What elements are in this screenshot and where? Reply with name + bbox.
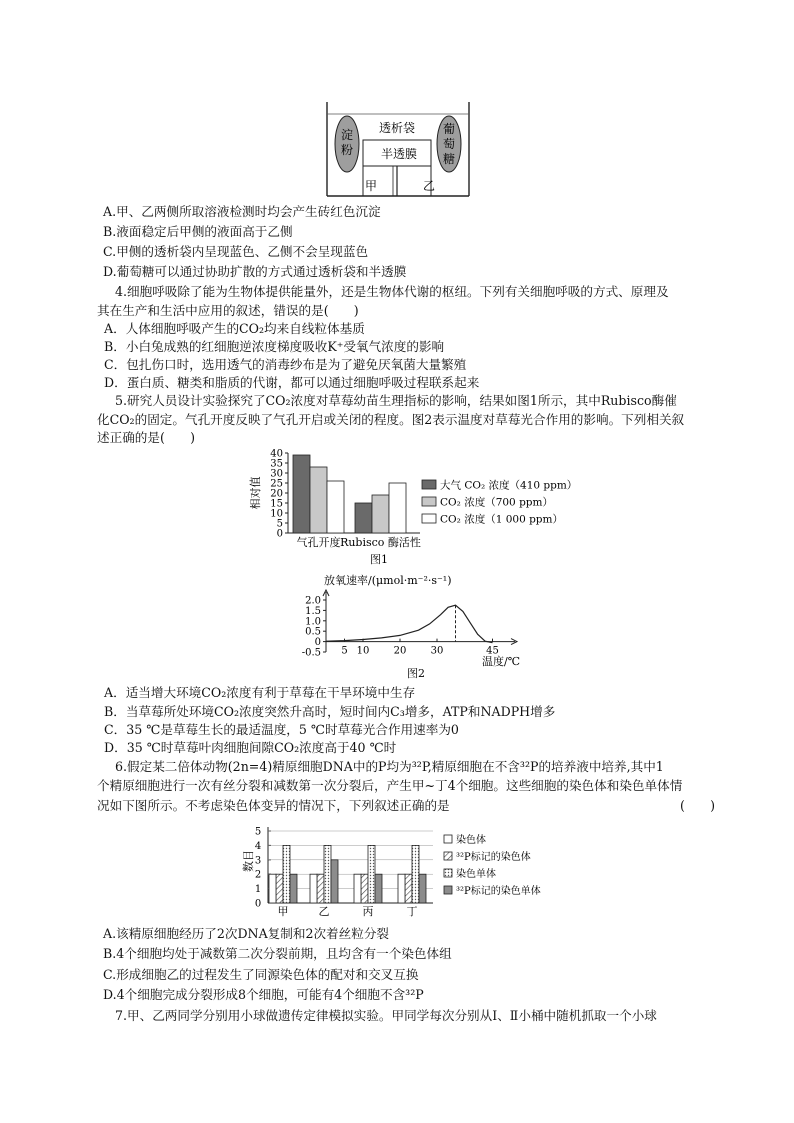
bar	[310, 467, 327, 533]
legend-label: CO₂ 浓度（700 ppm）	[440, 496, 553, 509]
bar	[389, 483, 406, 533]
y-tick-label: 20	[270, 488, 283, 500]
bar	[405, 874, 412, 903]
y-tick-label: 0	[254, 898, 262, 910]
q7-stem-1: 7.甲、乙两同学分别用小球做遗传定律模拟实验。甲同学每次分别从Ⅰ、Ⅱ小桶中随机抓取一个小球	[115, 1008, 657, 1023]
y-tick-label: 30	[270, 468, 283, 480]
bar	[398, 874, 405, 903]
legend-label: 染色单体	[456, 869, 496, 880]
bar	[361, 874, 368, 903]
starch-label-1: 淀	[340, 128, 354, 142]
q3-option-d: D.葡萄糖可以通过协助扩散的方式通过透析袋和半透膜	[103, 264, 407, 279]
q4-stem-1: 4.细胞呼吸除了能为生物体提供能量外，还是生物体代谢的枢纽。下列有关细胞呼吸的方式、原理及	[115, 284, 669, 299]
q3-option-a: A.甲、乙两侧所取溶液检测时均会产生砖红色沉淀	[103, 204, 381, 219]
y-tick-label: 3	[254, 855, 262, 867]
y-tick-label: 5	[254, 826, 262, 838]
bar	[355, 503, 372, 533]
chart-title: 图1	[370, 553, 388, 566]
y-tick-label: 10	[270, 508, 283, 520]
figure-3-chromosome-chart	[242, 823, 576, 919]
membrane-label: 半透膜	[380, 147, 418, 161]
x-axis-label: 温度/℃	[481, 655, 521, 668]
q5-option-c: C．35 ℃是草莓生长的最适温度，5 ℃时草莓光合作用速率为0	[104, 722, 459, 737]
y-tick-label: 5	[276, 518, 283, 530]
bar	[310, 874, 317, 903]
q5-option-a: A．适当增大环境CO₂浓度有利于草莓在干旱环境中生存	[104, 685, 416, 700]
category-label: 气孔开度	[296, 536, 341, 549]
y-tick-label: 1	[254, 884, 262, 896]
legend-swatch	[422, 497, 436, 506]
y-tick-label: 2	[254, 869, 262, 881]
bar	[317, 874, 324, 903]
q5-stem-3: 述正确的是( )	[97, 430, 195, 445]
q6-option-d: D.4个细胞完成分裂形成8个细胞，可能有4个细胞不含³²P	[103, 987, 424, 1002]
bar	[419, 874, 426, 903]
legend-label: 染色体	[456, 835, 486, 846]
q4-stem-2: 其在生产和生活中应用的叙述，错误的是( )	[97, 303, 359, 318]
u-tube-figure	[325, 102, 471, 198]
category-label: 丙	[362, 905, 374, 918]
side-a-label: 甲	[364, 179, 378, 193]
y-axis-label: 放氧速率/(μmol·m⁻²·s⁻¹)	[324, 574, 452, 587]
q5-stem-2: 化CO₂的固定。气孔开度反映了气孔开启或关闭的程度。图2表示温度对草莓光合作用的影响。下列相关叙	[97, 412, 685, 427]
dialysis-bag-label: 透析袋	[378, 121, 416, 135]
q4-option-b: B．小白兔成熟的红细胞逆浓度梯度吸收K⁺受氧气浓度的影响	[104, 339, 445, 354]
q5-stem-1: 5.研究人员设计实验探究了CO₂浓度对草莓幼苗生理指标的影响，结果如图1所示，其中Rubisco酶催	[115, 393, 677, 408]
bar	[276, 874, 283, 903]
q4-option-c: C．包扎伤口时，选用透气的消毒纱布是为了避免厌氧菌大量繁殖	[104, 357, 467, 372]
bar	[269, 874, 276, 903]
bar	[283, 845, 290, 903]
y-tick-label: -0.5	[301, 647, 321, 659]
y-tick-label: 40	[270, 448, 283, 460]
starch-label-2: 粉	[340, 143, 354, 157]
q4-option-a: A．人体细胞呼吸产生的CO₂均来自线粒体基质	[104, 321, 365, 336]
figure-1-bar-chart	[248, 448, 578, 570]
bar	[290, 874, 297, 903]
q5-option-d: D．35 ℃时草莓叶肉细胞间隙CO₂浓度高于40 ℃时	[104, 740, 397, 755]
side-b-label: 乙	[422, 179, 436, 193]
y-axis-label: 数目	[242, 850, 255, 872]
category-label: 丁	[406, 905, 418, 918]
y-axis-label: 相对值	[249, 476, 262, 510]
bar	[372, 495, 389, 533]
q3-option-b: B.液面稳定后甲侧的液面高于乙侧	[103, 224, 293, 239]
bar	[412, 845, 419, 903]
q5-option-b: B．当草莓所处环境CO₂浓度突然升高时，短时间内C₃增多，ATP和NADPH增多	[104, 704, 556, 719]
y-tick-label: 2.0	[305, 595, 321, 607]
legend-swatch	[444, 869, 452, 877]
legend-swatch	[422, 514, 436, 523]
category-label: 甲	[277, 905, 289, 918]
bar	[354, 874, 361, 903]
category-label: Rubisco 酶活性	[340, 536, 421, 549]
bar	[375, 874, 382, 903]
q6-stem-3: 况如下图所示。不考虑染色体变异的情况下，下列叙述正确的是	[97, 798, 450, 813]
y-tick-label: 4	[254, 840, 262, 852]
glucose-label-3: 糖	[442, 152, 456, 166]
q6-option-c: C.形成细胞乙的过程发生了同源染色体的配对和交叉互换	[103, 967, 419, 982]
q6-stem-2: 个精原细胞进行一次有丝分裂和减数第一次分裂后，产生甲~丁4个细胞。这些细胞的染色体和染色单体情	[97, 778, 683, 793]
x-tick-label: 30	[430, 645, 444, 657]
chart-title: 图2	[407, 667, 425, 680]
legend-swatch	[444, 835, 452, 843]
y-tick-label: 0.5	[305, 626, 321, 638]
y-tick-label: 25	[270, 478, 283, 490]
q3-option-c: C.甲侧的透析袋内呈现蓝色、乙侧不会呈现蓝色	[103, 244, 369, 259]
legend-swatch	[422, 480, 436, 489]
y-tick-label: 1.5	[305, 605, 321, 617]
x-tick-label: 10	[356, 645, 370, 657]
x-tick-label: 5	[341, 645, 348, 657]
glucose-label-2: 萄	[442, 137, 456, 151]
legend-label: CO₂ 浓度（1 000 ppm）	[440, 513, 563, 526]
figure-2-line-chart	[286, 572, 536, 680]
y-tick-label: 35	[270, 458, 283, 470]
bar	[368, 845, 375, 903]
y-tick-label: 0	[314, 637, 321, 649]
legend-swatch	[444, 852, 452, 860]
bar	[293, 455, 310, 533]
legend-label: ³²P标记的染色单体	[456, 886, 541, 897]
q4-option-d: D．蛋白质、糖类和脂质的代谢，都可以通过细胞呼吸过程联系起来	[104, 375, 480, 390]
legend-swatch	[444, 886, 452, 894]
q6-answer-bracket: ( )	[680, 798, 716, 813]
x-tick-label: 45	[486, 645, 499, 657]
y-tick-label: 1.0	[305, 616, 321, 628]
y-tick-label: 0	[276, 528, 283, 540]
bar	[324, 845, 331, 903]
legend-label: ³²P标记的染色体	[456, 852, 531, 863]
bar	[331, 860, 338, 903]
glucose-label-1: 葡	[442, 122, 456, 136]
q6-stem-1: 6.假定某二倍体动物(2n=4)精原细胞DNA中的P均为³²P,精原细胞在不含³²P的培养液中培养,其中1	[115, 759, 664, 774]
q6-option-b: B.4个细胞均处于减数第二次分裂前期，且均含有一个染色体组	[103, 946, 452, 961]
x-tick-label: 20	[393, 645, 407, 657]
q6-option-a: A.该精原细胞经历了2次DNA复制和2次着丝粒分裂	[103, 926, 390, 941]
legend-label: 大气 CO₂ 浓度（410 ppm）	[440, 479, 578, 492]
bar	[327, 481, 344, 533]
series-line	[326, 605, 493, 642]
y-tick-label: 15	[270, 498, 283, 510]
category-label: 乙	[318, 905, 330, 918]
